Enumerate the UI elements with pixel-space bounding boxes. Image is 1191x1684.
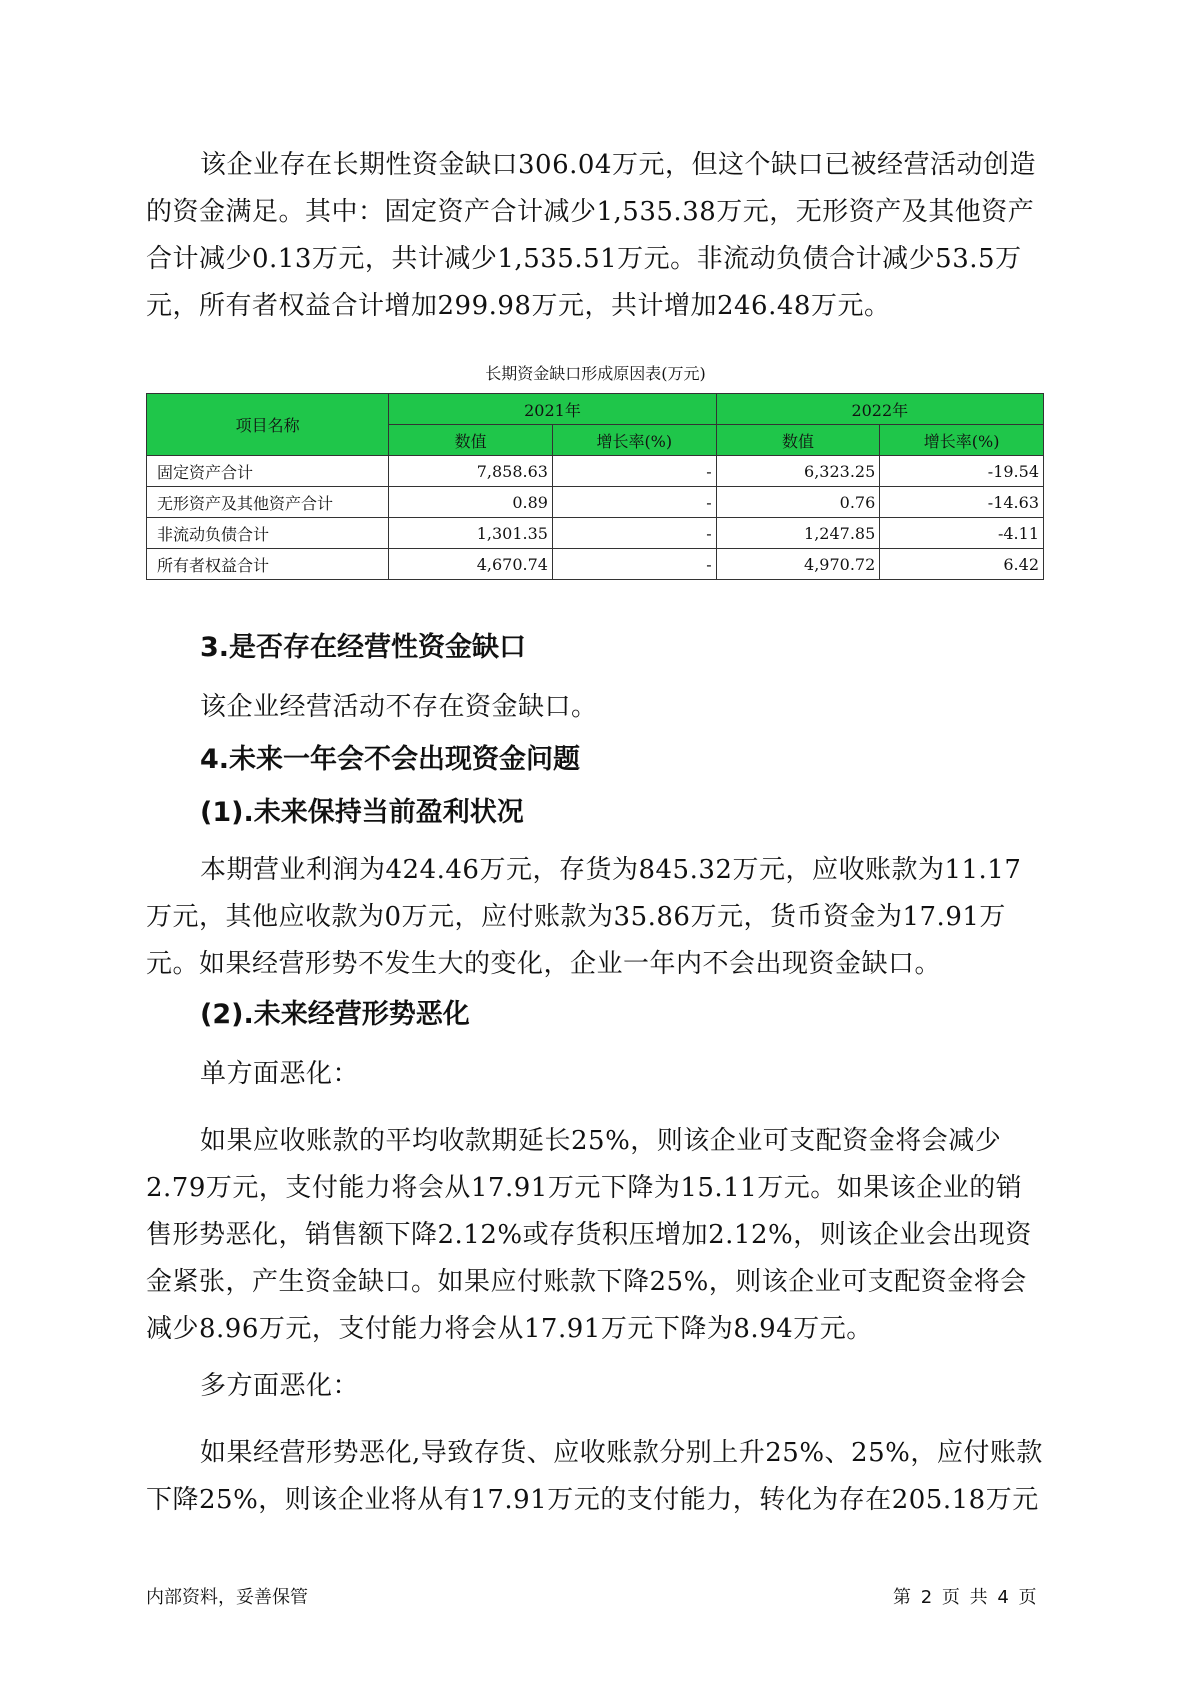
cell-growth-2022: 6.42 bbox=[880, 549, 1044, 580]
row-name: 固定资产合计 bbox=[147, 456, 389, 487]
row-name: 非流动负债合计 bbox=[147, 518, 389, 549]
cell-value-2021: 7,858.63 bbox=[389, 456, 553, 487]
header-growth-2021: 增长率(%) bbox=[552, 425, 716, 456]
heading-next-year: 4.未来一年会不会出现资金问题 bbox=[200, 744, 581, 775]
table-row bbox=[147, 456, 1044, 487]
cell-growth-2021: - bbox=[552, 456, 716, 487]
cell-value-2021: 1,301.35 bbox=[389, 518, 553, 549]
heading-keep-profit: (1).未来保持当前盈利状况 bbox=[200, 797, 524, 828]
header-growth-2022: 增长率(%) bbox=[880, 425, 1044, 456]
paragraph-single-deterioration: 如果应收账款的平均收款期延长25%，则该企业可支配资金将会减少2.79万元，支付能力将会从17.91万元下降为15.11万元。如果该企业的销售形势恶化，销售额下降2.12%或存货积压增加2.12%，则该企业会出现资金紧张，产生资金缺口。如果应付账款下降25%，则该企业可支配资金将会减少8.96万元，支付能力将会从17.91万元下降为8.94万元。 bbox=[146, 1126, 1032, 1344]
header-value-2021: 数值 bbox=[389, 425, 553, 456]
footer-page-number: 第 2 页 共 4 页 bbox=[893, 1587, 1037, 1608]
paragraph-long-term-gap: 该企业存在长期性资金缺口306.04万元，但这个缺口已被经营活动创造的资金满足。其中：固定资产合计减少1,535.38万元，无形资产及其他资产合计减少0.13万元，共计减少1,535.51万元。非流动负债合计减少53.5万元，所有者权益合计增加299.98万元，共计增加246.48万元。 bbox=[146, 150, 1036, 321]
paragraph-multi-deterioration: 如果经营形势恶化,导致存货、应收账款分别上升25%、25%，应付账款下降25%，则该企业将从有17.91万元的支付能力，转化为存在205.18万元 bbox=[146, 1438, 1043, 1515]
cell-value-2022: 4,970.72 bbox=[716, 549, 880, 580]
header-value-2022: 数值 bbox=[716, 425, 880, 456]
paragraph-operating-gap: 该企业经营活动不存在资金缺口。 bbox=[200, 692, 598, 722]
header-year-2022: 2022年 bbox=[716, 394, 1043, 425]
row-name: 所有者权益合计 bbox=[147, 549, 389, 580]
header-item-name: 项目名称 bbox=[147, 394, 389, 456]
cell-growth-2021: - bbox=[552, 518, 716, 549]
cell-growth-2021: - bbox=[552, 549, 716, 580]
cell-growth-2021: - bbox=[552, 487, 716, 518]
table-row bbox=[147, 518, 1044, 549]
table-row bbox=[147, 549, 1044, 580]
footer-confidential: 内部资料，妥善保管 bbox=[146, 1587, 308, 1608]
long-term-gap-table bbox=[146, 393, 1044, 580]
table-row bbox=[147, 487, 1044, 518]
cell-growth-2022: -4.11 bbox=[880, 518, 1044, 549]
row-name: 无形资产及其他资产合计 bbox=[147, 487, 389, 518]
paragraph-single-label: 单方面恶化： bbox=[200, 1059, 360, 1089]
heading-deterioration: (2).未来经营形势恶化 bbox=[200, 999, 470, 1030]
cell-growth-2022: -19.54 bbox=[880, 456, 1044, 487]
cell-value-2022: 1,247.85 bbox=[716, 518, 880, 549]
cell-value-2022: 6,323.25 bbox=[716, 456, 880, 487]
cell-value-2021: 0.89 bbox=[389, 487, 553, 518]
heading-operating-gap: 3.是否存在经营性资金缺口 bbox=[200, 632, 527, 663]
paragraph-multi-label: 多方面恶化： bbox=[200, 1371, 360, 1401]
cell-growth-2022: -14.63 bbox=[880, 487, 1044, 518]
cell-value-2022: 0.76 bbox=[716, 487, 880, 518]
paragraph-current-profit: 本期营业利润为424.46万元，存货为845.32万元，应收账款为11.17万元，其他应收款为0万元，应付账款为35.86万元，货币资金为17.91万元。如果经营形势不发生大的变化，企业一年内不会出现资金缺口。 bbox=[146, 855, 1022, 979]
header-year-2021: 2021年 bbox=[389, 394, 716, 425]
table-caption: 长期资金缺口形成原因表(万元) bbox=[485, 364, 706, 383]
cell-value-2021: 4,670.74 bbox=[389, 549, 553, 580]
